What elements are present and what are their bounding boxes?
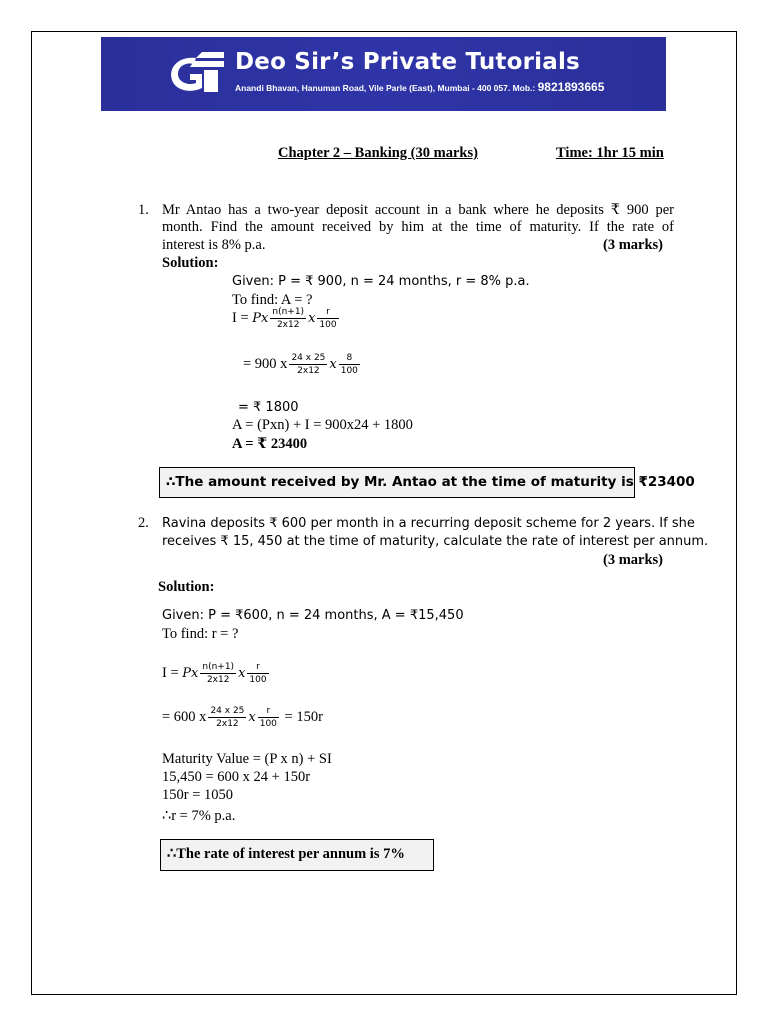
q1-marks: (3 marks)	[603, 237, 664, 253]
times-sign: x	[238, 665, 246, 681]
time-limit: Time: 1hr 15 min	[556, 145, 664, 161]
q1-formula-frac2	[317, 306, 338, 331]
q2-text-line1	[162, 516, 695, 531]
frac-denominator: 100	[319, 320, 337, 330]
q1-step5: A = ₹ 23400	[232, 436, 308, 452]
q1-number: 1.	[138, 202, 149, 218]
q1-formula-frac1	[270, 306, 306, 331]
q1-step2-frac1	[289, 352, 327, 377]
q2-given: Given: P = ₹600, n = 24 months, A = ₹15,450	[162, 608, 464, 623]
q1-formula-p: Px	[252, 310, 269, 326]
q2-formula-frac2	[247, 661, 268, 686]
frac-denominator: 100	[259, 719, 277, 729]
q1-line1: Mr Antao has a two-year deposit account in a bank where he deposits ₹ 900 per	[162, 202, 674, 218]
q2-line2: receives ₹ 15, 450 at the time of maturity, calculate the rate of interest per annum.	[162, 534, 709, 549]
q2-marks: (3 marks)	[603, 552, 664, 568]
q2-answer-text: ∴The rate of interest per annum is 7%	[167, 846, 405, 862]
q2-eq3: ∴r = 7% p.a.	[162, 808, 236, 824]
q1-text-line2	[162, 219, 674, 236]
frac-numerator: 24 x 25	[291, 353, 326, 363]
q2-step2-lhs: = 600 x	[162, 708, 207, 725]
frac-denominator: 100	[340, 366, 358, 376]
q2-step2-frac1	[208, 705, 246, 730]
address-text: Anandi Bhavan, Hanuman Road, Vile Parle (East), Mumbai - 400 057. Mob.:	[235, 83, 536, 93]
mobile-number: 9821893665	[537, 80, 605, 94]
q1-answer-box	[159, 467, 695, 498]
frac-numerator: n(n+1)	[272, 307, 305, 317]
q2-eq2: 150r = 1050	[162, 787, 234, 803]
q1-step2-frac2	[339, 352, 360, 377]
q1-step2	[243, 352, 362, 377]
q1-to-find: To find: A = ?	[232, 292, 313, 308]
times-sign: x	[308, 310, 316, 326]
q1-given: Given: P = ₹ 900, n = 24 months, r = 8% p.a.	[232, 274, 530, 289]
q2-to-find: To find: r = ?	[162, 626, 239, 642]
q2-formula-p: Px	[182, 665, 199, 681]
frac-numerator: r	[266, 706, 271, 716]
q2-eq1: 15,450 = 600 x 24 + 150r	[162, 769, 311, 785]
q2-formula	[162, 661, 271, 686]
q1-line3: interest is 8% p.a.	[162, 237, 266, 253]
q2-solution-label: Solution:	[158, 579, 215, 595]
institute-address	[235, 80, 604, 94]
q1-formula	[232, 306, 341, 331]
q2-maturity-value: Maturity Value = (P x n) + SI	[162, 751, 332, 767]
institute-name: Deo Sir’s Private Tutorials	[235, 49, 580, 75]
q2-step2-frac2	[258, 705, 279, 730]
frac-numerator: n(n+1)	[202, 662, 235, 672]
frac-denominator: 2x12	[208, 717, 246, 730]
q2-step2-rhs: = 150r	[284, 708, 323, 725]
frac-numerator: 24 x 25	[210, 706, 245, 716]
times-sign: x	[329, 356, 337, 372]
frac-denominator: 100	[249, 675, 267, 685]
frac-numerator: r	[326, 307, 330, 317]
q2-formula-frac1	[200, 661, 236, 686]
q1-step4: A = (Pxn) + I = 900x24 + 1800	[232, 417, 413, 433]
times-sign: x	[248, 709, 256, 725]
q1-text-line1	[162, 202, 674, 219]
q1-formula-lhs: I =	[232, 309, 253, 326]
q2-line1: Ravina deposits ₹ 600 per month in a recurring deposit scheme for 2 years. If she	[162, 516, 695, 531]
q1-line2: month. Find the amount received by him at the time of maturity. If the rate of	[162, 219, 674, 235]
frac-denominator: 2x12	[270, 318, 306, 331]
chapter-title: Chapter 2 – Banking (30 marks)	[278, 145, 478, 161]
q2-formula-lhs: I =	[162, 664, 183, 681]
q2-step2	[162, 705, 323, 730]
tutorials-logo-icon	[166, 48, 226, 94]
frac-denominator: 2x12	[289, 364, 327, 377]
frac-numerator: r	[256, 662, 260, 672]
q1-answer-text: ∴The amount received by Mr. Antao at the time of maturity is ₹23400	[166, 474, 695, 490]
frac-denominator: 2x12	[200, 673, 236, 686]
q1-step2-lhs: = 900 x	[243, 355, 288, 372]
q2-number: 2.	[138, 515, 149, 531]
q1-solution-label: Solution:	[162, 255, 219, 271]
q2-answer-box	[160, 839, 434, 871]
q1-step3: = ₹ 1800	[238, 400, 299, 415]
header-banner	[101, 37, 666, 111]
frac-numerator: 8	[346, 353, 353, 363]
